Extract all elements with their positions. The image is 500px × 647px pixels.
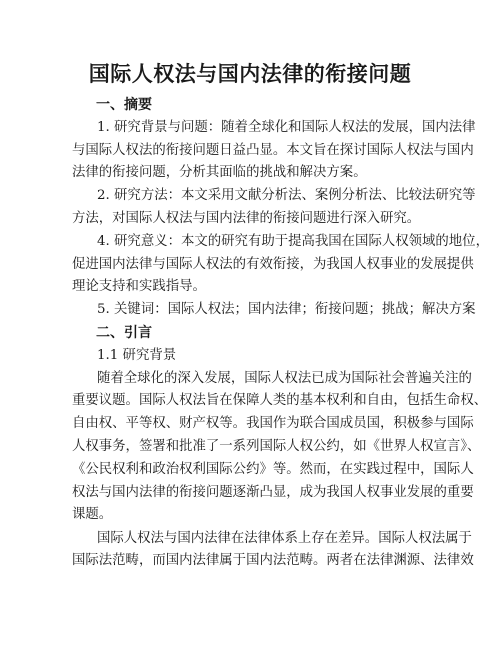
paragraph-line: 《公民权利和政治权利国际公约》等。然而，在实践过程中，国际人 <box>72 462 474 477</box>
document-title: 国际人权法与国内法律的衔接问题 <box>88 61 412 86</box>
paragraph-line: 1. 研究背景与问题：随着全球化和国际人权法的发展，国内法律 <box>97 120 476 135</box>
paragraph-line: 方法，对国际人权法与国内法律的衔接问题进行深入研究。 <box>72 211 421 226</box>
paragraph-line: 随着全球化的深入发展，国际人权法已成为国际社会普遍关注的 <box>97 371 472 386</box>
section-heading-abstract: 一、摘要 <box>96 97 152 113</box>
section-heading-introduction: 二、引言 <box>96 325 152 341</box>
paragraph-line: 国际法范畴，而国内法律属于国内法范畴。两者在法律渊源、法律效 <box>72 553 474 568</box>
paragraph-line: 2. 研究方法：本文采用文献分析法、案例分析法、比较法研究等 <box>97 188 476 203</box>
paragraph-line: 理论支持和实践指导。 <box>72 279 206 294</box>
paragraph-line: 国际人权法与国内法律在法律体系上存在差异。国际人权法属于 <box>97 531 472 546</box>
paragraph-line: 法律的衔接问题，分析其面临的挑战和解决方案。 <box>72 165 367 180</box>
paragraph-line: 权法与国内法律的衔接问题逐渐凸显，成为我国人权事业发展的重要 <box>72 485 474 500</box>
paragraph-line: 课题。 <box>72 507 113 522</box>
paragraph-line: 与国际人权法的衔接问题日益凸显。本文旨在探讨国际人权法与国内 <box>72 143 474 158</box>
paragraph-line: 4. 研究意义：本文的研究有助于提高我国在国际人权领域的地位， <box>97 234 489 249</box>
keywords-line: 5. 关键词：国际人权法；国内法律；衔接问题；挑战；解决方案 <box>97 302 476 317</box>
paragraph-line: 人权事务，签署和批准了一系列国际人权公约，如《世界人权宣言》、 <box>72 439 481 454</box>
paragraph-line: 促进国内法律与国际人权法的有效衔接，为我国人权事业的发展提供 <box>72 257 474 272</box>
subsection-heading: 1.1 研究背景 <box>97 348 177 363</box>
paragraph-line: 重要议题。国际人权法旨在保障人类的基本权利和自由，包括生命权、 <box>72 393 488 408</box>
paragraph-line: 自由权、平等权、财产权等。我国作为联合国成员国，积极参与国际 <box>72 416 474 431</box>
